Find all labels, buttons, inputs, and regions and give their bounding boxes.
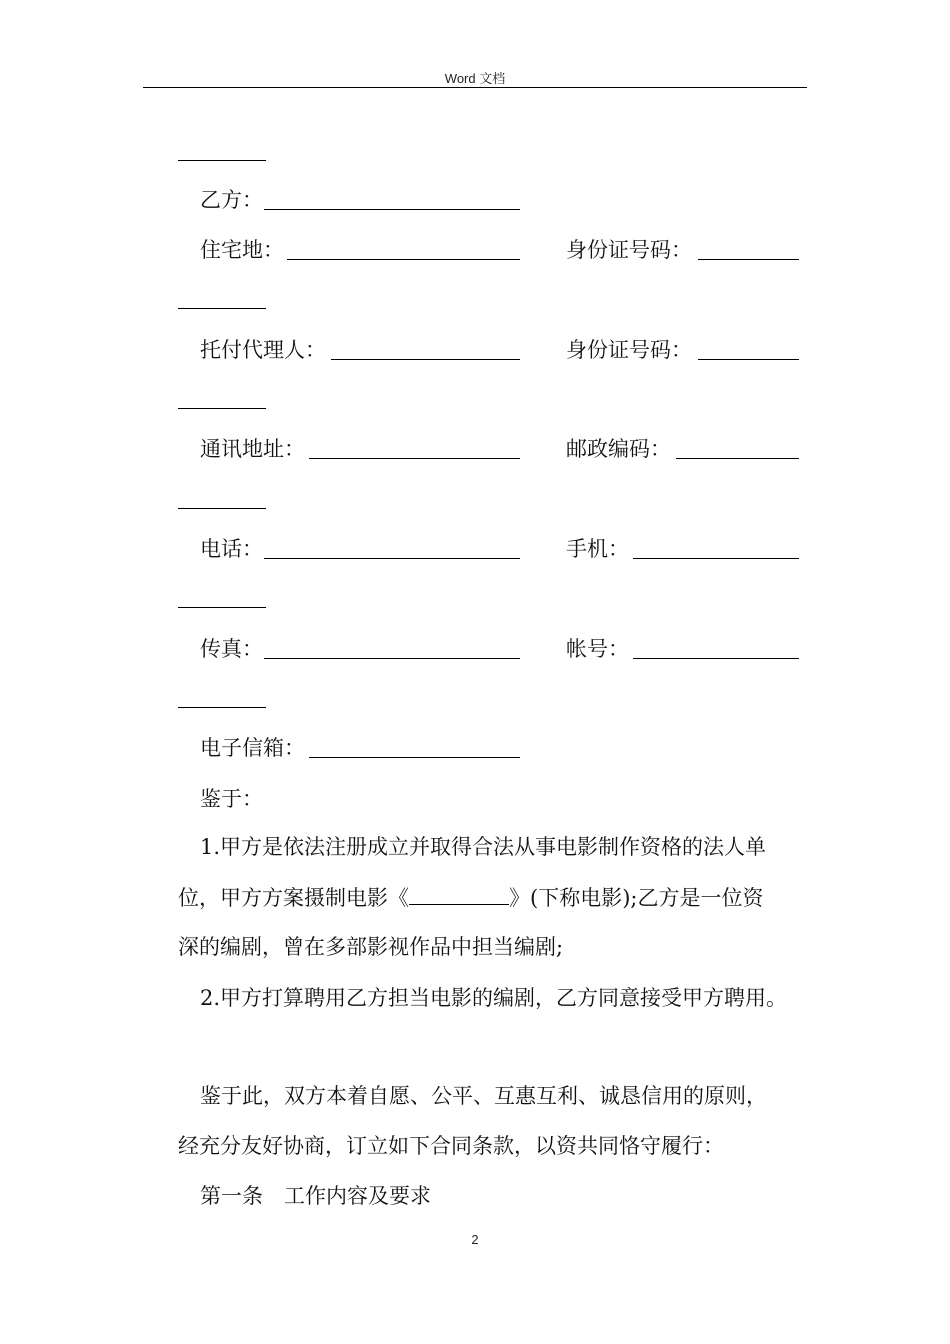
residence-label: 住宅地： — [200, 238, 284, 262]
mobile-blank[interactable] — [633, 558, 799, 559]
header-rule — [143, 87, 807, 88]
recital-item-1-line-1: 1.甲方是依法注册成立并取得合法从事电影制作资格的法人单 — [200, 835, 767, 859]
email-row — [200, 735, 305, 761]
party-b-name-blank[interactable] — [264, 209, 520, 210]
recital-item-1-line-2-b: 》(下称电影);乙方是一位资 — [509, 886, 764, 910]
article-1-title: 第一条 工作内容及要求 — [200, 1184, 431, 1208]
id-blank-2[interactable] — [698, 359, 799, 360]
page-number: 2 — [471, 1232, 479, 1247]
id-blank-1[interactable] — [698, 259, 799, 260]
address-label: 通讯地址： — [200, 437, 305, 461]
residence-blank[interactable] — [287, 259, 520, 260]
postcode-label: 邮政编码： — [566, 437, 671, 461]
recitals-heading: 鉴于： — [200, 787, 263, 811]
party-b-name-row — [200, 187, 263, 213]
postcode-blank-continued[interactable] — [178, 508, 266, 509]
postcode-row — [566, 436, 671, 462]
agreement-line-2: 经充分友好协商，订立如下合同条款，以资共同恪守履行： — [178, 1134, 724, 1158]
account-label: 帐号： — [566, 637, 629, 661]
recital-item-1-line-2-a: 位，甲方方案摄制电影《 — [178, 886, 409, 910]
id-blank-1-continued[interactable] — [178, 308, 266, 309]
agreement-line-1: 鉴于此，双方本着自愿、公平、互惠互利、诚恳信用的原则， — [200, 1084, 767, 1108]
mobile-blank-continued[interactable] — [178, 607, 266, 608]
recital-item-1-line-3: 深的编剧，曾在多部影视作品中担当编剧; — [178, 935, 564, 959]
id-label-2: 身份证号码： — [566, 338, 692, 362]
address-row — [200, 436, 305, 462]
fax-blank[interactable] — [264, 658, 520, 659]
residence-row — [200, 237, 284, 263]
postcode-blank[interactable] — [676, 458, 799, 459]
email-label: 电子信箱： — [200, 736, 305, 760]
phone-blank[interactable] — [264, 558, 520, 559]
fax-row — [200, 636, 263, 662]
account-blank[interactable] — [633, 658, 799, 659]
continuation-blank — [178, 160, 266, 161]
phone-row — [200, 536, 263, 562]
account-blank-continued[interactable] — [178, 707, 266, 708]
id-label-1: 身份证号码： — [566, 238, 692, 262]
phone-label: 电话： — [200, 537, 263, 561]
agent-blank[interactable] — [331, 359, 520, 360]
agent-label: 托付代理人： — [200, 338, 326, 362]
account-row — [566, 636, 629, 662]
mobile-label: 手机： — [566, 537, 629, 561]
id-row-1 — [566, 237, 692, 263]
id-row-2 — [566, 337, 692, 363]
party-b-name-label: 乙方： — [200, 188, 263, 212]
page-header-title: Word 文档 — [444, 71, 506, 86]
address-blank[interactable] — [309, 458, 520, 459]
mobile-row — [566, 536, 629, 562]
recital-item-1-line-2 — [178, 884, 763, 911]
fax-label: 传真： — [200, 637, 263, 661]
agent-row — [200, 337, 326, 363]
email-blank[interactable] — [309, 757, 520, 758]
film-title-blank[interactable] — [409, 884, 509, 905]
recital-item-2: 2.甲方打算聘用乙方担当电影的编剧，乙方同意接受甲方聘用。 — [200, 986, 788, 1010]
id-blank-2-continued[interactable] — [178, 408, 266, 409]
